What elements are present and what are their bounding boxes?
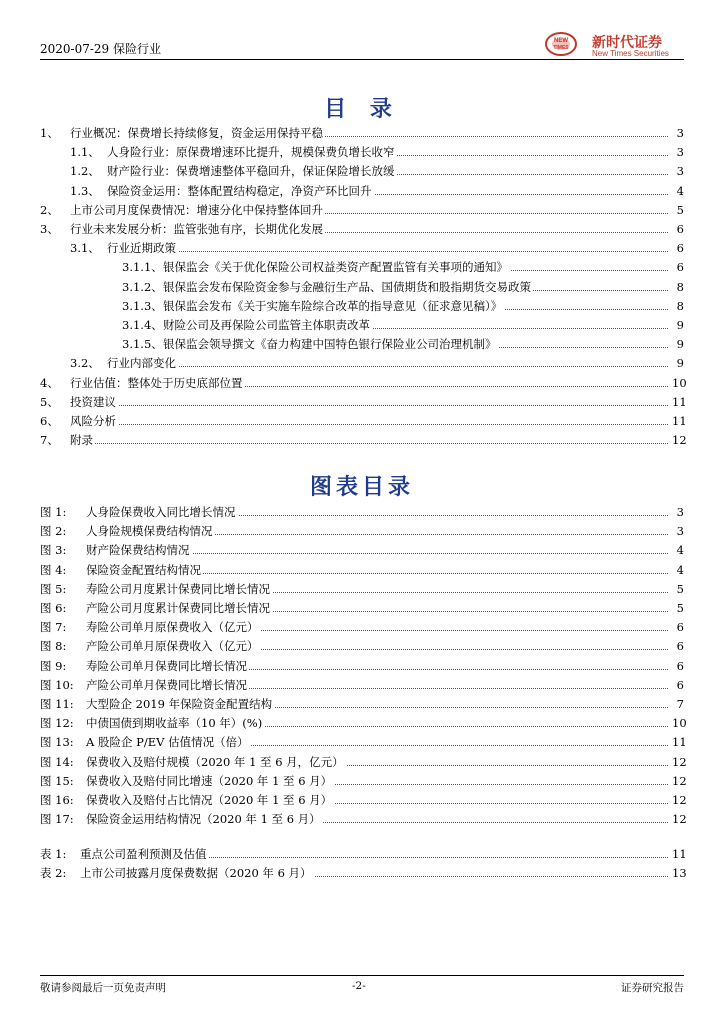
- entry-title: 保险资金配置结构情况: [86, 562, 201, 577]
- header-industry: 保险行业: [113, 42, 162, 56]
- entry-title: 财产险行业：保费增速整体平稳回升，保证保险增长放缓: [107, 164, 395, 179]
- entry-number: 图 8:: [40, 639, 67, 654]
- entry-page: 11: [672, 414, 687, 428]
- entry-number: 图 4:: [40, 562, 67, 577]
- entry-page: 5: [676, 202, 684, 217]
- footer-disclaimer: 敬请参阅最后一页免责声明: [40, 982, 166, 994]
- svg-text:NEW: NEW: [554, 38, 568, 44]
- entry-title: 上市公司披露月度保费数据（2020 年 6 月）: [80, 866, 312, 881]
- entry-page: 12: [672, 773, 687, 788]
- entry-page: 12: [672, 793, 687, 807]
- entry-page: 11: [672, 735, 687, 750]
- table-entry[interactable]: [40, 864, 687, 882]
- dot-leader: [70, 443, 668, 444]
- figure-entry[interactable]: [40, 637, 684, 655]
- entry-page: 8: [676, 298, 684, 313]
- entry-page: 9: [676, 337, 684, 352]
- entry-number: 图 16:: [40, 793, 74, 807]
- dot-leader: [107, 251, 668, 252]
- entry-number: 1、: [40, 126, 59, 140]
- company-logo: [544, 30, 684, 60]
- header-date: 2020-07-29: [40, 42, 110, 56]
- entry-title: 银保监会《关于优化保险公司权益类资产配置监管有关事项的通知》: [163, 260, 508, 275]
- entry-page: 12: [672, 812, 687, 827]
- toc-entry[interactable]: [40, 393, 687, 411]
- entry-page: 5: [676, 581, 684, 596]
- entry-number: 3.1、: [70, 241, 100, 256]
- entry-number: 图 12:: [40, 716, 74, 731]
- dot-leader: [107, 366, 668, 367]
- entry-page: 6: [676, 677, 684, 692]
- entry-page: 9: [676, 318, 684, 332]
- entry-title: 重点公司盈利预测及估值: [80, 847, 207, 861]
- figure-entry[interactable]: [40, 580, 684, 598]
- entry-page: 6: [676, 639, 684, 654]
- entry-number: 6、: [40, 414, 59, 428]
- dot-leader: [70, 424, 668, 425]
- entry-page: 3: [676, 524, 684, 539]
- entry-number: 图 17:: [40, 812, 74, 827]
- entry-page: 4: [676, 543, 684, 558]
- entry-title: 人身险行业：原保费增速环比提升，规模保费负增长收窄: [107, 145, 395, 160]
- entry-title: 保费收入及赔付占比情况（2020 年 1 至 6 月）: [86, 793, 333, 807]
- figure-entry[interactable]: [40, 561, 684, 579]
- entry-number: 1.3、: [70, 183, 100, 198]
- entry-page: 6: [676, 658, 684, 673]
- figure-entry[interactable]: [40, 772, 687, 790]
- entry-title: 附录: [70, 433, 93, 448]
- entry-number: 3.2、: [70, 356, 100, 371]
- entry-number: 7、: [40, 433, 59, 448]
- entry-number: 图 10:: [40, 677, 74, 692]
- toc-entry[interactable]: [40, 124, 684, 142]
- entry-number: 3.1.5、: [122, 337, 163, 352]
- header-date-industry: [40, 40, 161, 57]
- entry-title: 行业内部变化: [107, 356, 176, 371]
- entry-number: 图 5:: [40, 581, 67, 596]
- logo-name-cn: 新时代证券: [592, 35, 662, 51]
- figure-entry[interactable]: [40, 810, 687, 828]
- toc-entry[interactable]: [122, 278, 684, 296]
- logo-name-en: New Times Securities: [592, 49, 669, 58]
- figure-entry[interactable]: [40, 599, 684, 617]
- toc-entry[interactable]: [40, 220, 684, 238]
- figure-entry[interactable]: [40, 753, 687, 771]
- footer-divider: [40, 975, 684, 976]
- entry-number: 图 6:: [40, 601, 67, 615]
- entry-title: 行业概况：保费增长持续修复，资金运用保持平稳: [70, 126, 323, 140]
- entry-title: 财产险保费结构情况: [86, 543, 190, 558]
- entry-page: 3: [676, 145, 684, 160]
- entry-title: 产险公司单月保费同比增长情况: [86, 677, 247, 692]
- entry-title: 银保监会领导撰文《奋力构建中国特色银行保险业公司治理机制》: [163, 337, 497, 352]
- entry-page: 6: [676, 620, 684, 635]
- toc-entry[interactable]: [40, 412, 687, 430]
- entry-number: 图 9:: [40, 658, 67, 673]
- dot-leader: [70, 405, 668, 406]
- svg-text:TIMES: TIMES: [553, 45, 569, 51]
- toc-entry[interactable]: [122, 316, 684, 334]
- entry-page: 7: [676, 697, 684, 711]
- entry-title: 人身险保费收入同比增长情况: [86, 505, 236, 519]
- entry-page: 6: [676, 241, 684, 256]
- footer-report-type: 证券研究报告: [621, 982, 684, 994]
- entry-number: 2、: [40, 202, 59, 217]
- figure-entry[interactable]: [40, 733, 687, 751]
- entry-number: 3.1.4、: [122, 318, 163, 332]
- toc-entry[interactable]: [122, 335, 684, 353]
- figure-entry[interactable]: [40, 618, 684, 636]
- figure-entry[interactable]: [40, 676, 684, 694]
- toc-entry[interactable]: [70, 162, 684, 180]
- entry-title: 产险公司月度累计保费同比增长情况: [86, 601, 270, 615]
- entry-number: 图 3:: [40, 543, 67, 558]
- toc-entry[interactable]: [70, 354, 684, 372]
- entry-title: 投资建议: [70, 394, 116, 409]
- figure-entry[interactable]: [40, 791, 687, 809]
- entry-number: 5、: [40, 394, 59, 409]
- entry-title: A 股险企 P/EV 估值情况（倍）: [86, 735, 249, 750]
- entry-title: 产险公司单月原保费收入（亿元）: [86, 639, 259, 654]
- entry-page: 8: [676, 279, 684, 294]
- toc-entry[interactable]: [40, 201, 684, 219]
- toc-entry[interactable]: [122, 297, 684, 315]
- footer-page-number: -2-: [352, 980, 366, 992]
- entry-title: 财险公司及再保险公司监管主体职责改革: [163, 318, 370, 332]
- entry-title: 银保监会发布保险资金参与金融衍生产品、国债期货和股指期货交易政策: [163, 279, 531, 294]
- entry-number: 3.1.3、: [122, 298, 163, 313]
- entry-page: 10: [672, 375, 687, 390]
- toc-entry[interactable]: [40, 374, 687, 392]
- figure-entry[interactable]: [40, 541, 684, 559]
- entry-title: 银保监会发布《关于实施车险综合改革的指导意见（征求意见稿）》: [163, 298, 503, 313]
- entry-title: 保险资金运用结构情况（2020 年 1 至 6 月）: [86, 812, 321, 827]
- entry-title: 寿险公司单月保费同比增长情况: [86, 658, 247, 673]
- logo-mark-icon: [544, 30, 578, 58]
- toc-title: 目 录: [324, 97, 400, 122]
- toc-entry[interactable]: [40, 431, 687, 449]
- entry-title: 行业未来发展分析：监管张弛有序，长期优化发展: [70, 222, 323, 236]
- entry-number: 图 11:: [40, 697, 74, 711]
- entry-number: 3.1.1、: [122, 260, 163, 275]
- entry-title: 风险分析: [70, 414, 116, 428]
- entry-page: 11: [672, 394, 687, 409]
- entry-title: 保险资金运用：整体配置结构稳定，净资产环比回升: [107, 183, 372, 198]
- toc-entry[interactable]: [122, 258, 684, 276]
- entry-page: 3: [676, 126, 684, 140]
- figure-entry[interactable]: [40, 503, 684, 521]
- entry-title: 大型险企 2019 年保险资金配置结构: [86, 697, 273, 711]
- entry-title: 行业估值：整体处于历史底部位置: [70, 375, 243, 390]
- table-entry[interactable]: [40, 845, 687, 863]
- entry-number: 4、: [40, 375, 59, 390]
- entry-number: 1.1、: [70, 145, 100, 160]
- entry-number: 图 1:: [40, 505, 67, 519]
- entry-number: 3、: [40, 222, 59, 236]
- figure-entry[interactable]: [40, 714, 687, 732]
- entry-number: 表 1:: [40, 847, 67, 861]
- entry-page: 4: [676, 183, 684, 198]
- entry-page: 5: [676, 601, 684, 615]
- entry-title: 人身险规模保费结构情况: [86, 524, 213, 539]
- entry-title: 保费收入及赔付同比增速（2020 年 1 至 6 月）: [86, 773, 333, 788]
- entry-number: 1.2、: [70, 164, 100, 179]
- entry-number: 图 14:: [40, 754, 74, 769]
- entry-number: 图 15:: [40, 773, 74, 788]
- entry-page: 4: [676, 562, 684, 577]
- entry-number: 表 2:: [40, 866, 67, 881]
- entry-page: 9: [676, 356, 684, 371]
- entry-page: 10: [672, 716, 687, 731]
- entry-page: 3: [676, 505, 684, 519]
- entry-title: 中债国债到期收益率（10 年）(%): [86, 716, 263, 731]
- entry-page: 6: [676, 260, 684, 275]
- entry-title: 行业近期政策: [107, 241, 176, 256]
- toc-entry[interactable]: [70, 143, 684, 161]
- figure-entry[interactable]: [40, 522, 684, 540]
- figure-entry[interactable]: [40, 695, 684, 713]
- entry-page: 13: [672, 866, 687, 881]
- toc-entry[interactable]: [70, 182, 684, 200]
- entry-title: 上市公司月度保费情况：增速分化中保持整体回升: [70, 202, 323, 217]
- entry-title: 寿险公司月度累计保费同比增长情况: [86, 581, 270, 596]
- entry-page: 11: [672, 847, 687, 861]
- entry-page: 12: [672, 433, 687, 448]
- entry-title: 寿险公司单月原保费收入（亿元）: [86, 620, 259, 635]
- figure-entry[interactable]: [40, 657, 684, 675]
- entry-page: 12: [672, 754, 687, 769]
- entry-number: 图 2:: [40, 524, 67, 539]
- entry-page: 3: [676, 164, 684, 179]
- entry-number: 图 7:: [40, 620, 67, 635]
- entry-title: 保费收入及赔付规模（2020 年 1 至 6 月，亿元）: [86, 754, 344, 769]
- figures-title: 图表目录: [309, 475, 414, 500]
- entry-page: 6: [676, 222, 684, 236]
- toc-entry[interactable]: [70, 239, 684, 257]
- entry-number: 3.1.2、: [122, 279, 163, 294]
- entry-number: 图 13:: [40, 735, 74, 750]
